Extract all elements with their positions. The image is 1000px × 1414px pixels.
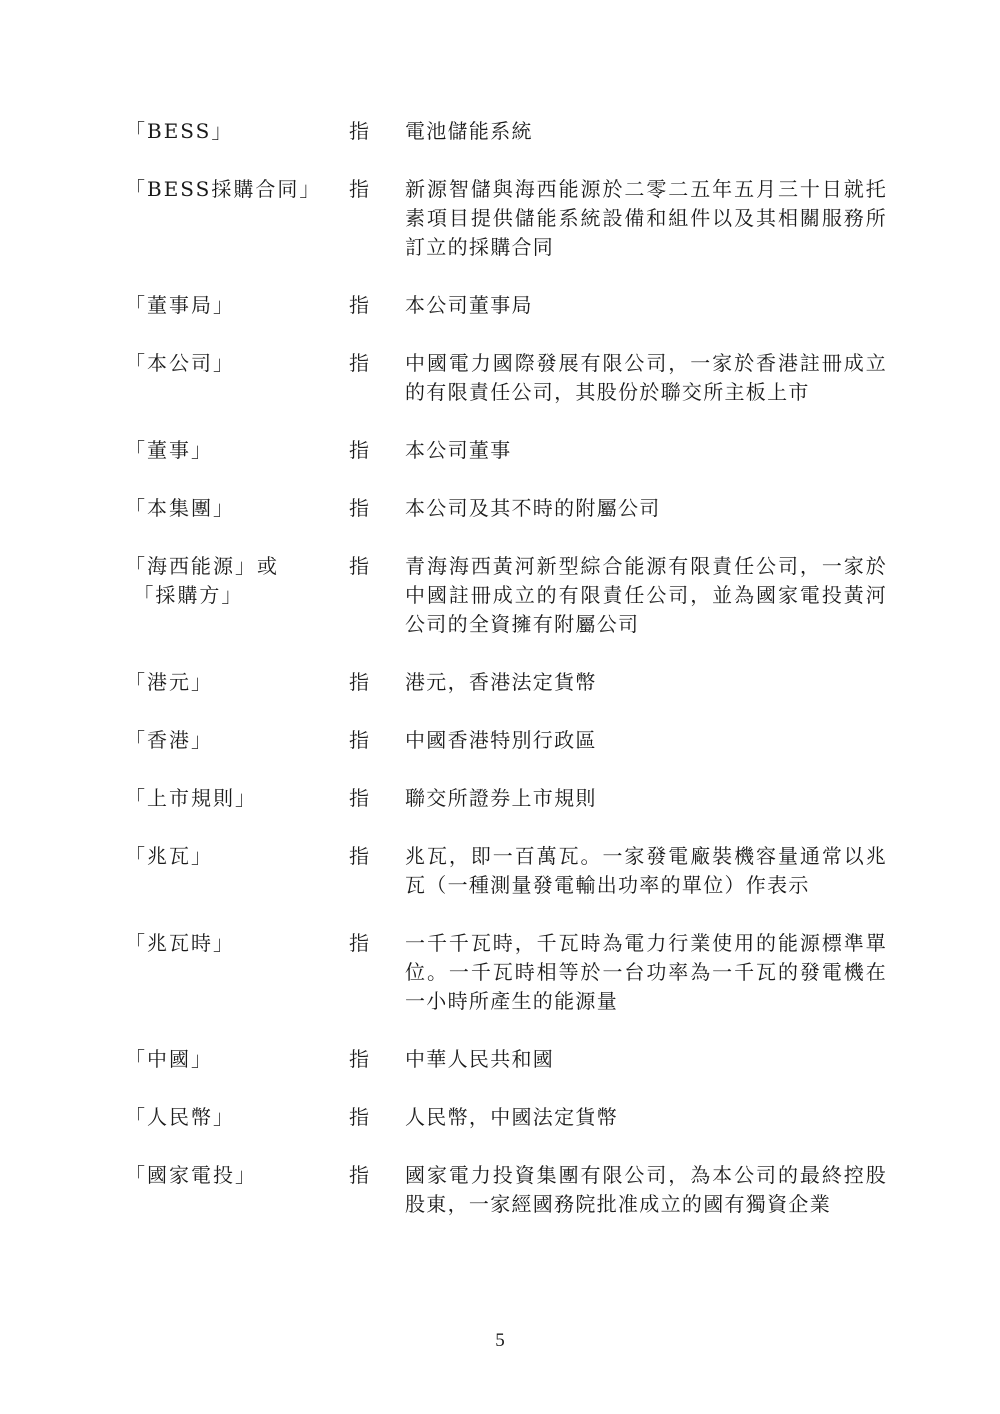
definition-term: 「董事」 xyxy=(125,438,213,462)
definition-description: 國家電力投資集團有限公司，為本公司的最終控股股東，一家經國務院批准成立的國有獨資企業 xyxy=(405,1163,887,1216)
definition-means: 指 xyxy=(349,844,369,868)
page-number: 5 xyxy=(495,1330,505,1351)
definition-term: 「BESS」 xyxy=(125,119,234,143)
definition-means: 指 xyxy=(349,177,369,201)
definition-term: 「董事局」 xyxy=(125,293,235,317)
definition-term: 「本公司」 xyxy=(125,351,235,375)
definition-means: 指 xyxy=(349,351,369,375)
definition-entry xyxy=(0,494,1000,523)
definition-means: 指 xyxy=(349,293,369,317)
definition-description: 聯交所證券上市規則 xyxy=(405,786,597,810)
definition-entry xyxy=(0,291,1000,320)
definition-means: 指 xyxy=(349,1047,369,1071)
definitions-list xyxy=(0,117,1000,1219)
definition-entry xyxy=(0,436,1000,465)
definition-means: 指 xyxy=(349,496,369,520)
definition-description: 本公司及其不時的附屬公司 xyxy=(405,496,661,520)
definition-term: 「國家電投」 xyxy=(125,1163,257,1187)
definition-means: 指 xyxy=(349,1105,369,1129)
definition-term: 「中國」 xyxy=(125,1047,213,1071)
definition-description: 人民幣，中國法定貨幣 xyxy=(405,1105,618,1129)
definition-entry xyxy=(0,175,1000,262)
definition-description: 青海海西黃河新型綜合能源有限責任公司，一家於中國註冊成立的有限責任公司，並為國家電投黃河公司的全資擁有附屬公司 xyxy=(405,554,887,636)
definition-means: 指 xyxy=(349,438,369,462)
definition-description: 本公司董事 xyxy=(405,438,512,462)
definition-description: 新源智儲與海西能源於二零二五年五月三十日就托素項目提供儲能系統設備和組件以及其相關服務所訂立的採購合同 xyxy=(405,177,887,259)
definition-description: 本公司董事局 xyxy=(405,293,533,317)
definition-means: 指 xyxy=(349,1163,369,1187)
definition-entry xyxy=(0,552,1000,639)
definition-description: 中華人民共和國 xyxy=(405,1047,555,1071)
definition-description: 中國香港特別行政區 xyxy=(405,728,597,752)
definition-entry xyxy=(0,1045,1000,1074)
definition-entry xyxy=(0,117,1000,146)
definition-description: 一千千瓦時，千瓦時為電力行業使用的能源標準單位。一千瓦時相等於一台功率為一千瓦的發電機在一小時所產生的能源量 xyxy=(405,931,887,1013)
definition-means: 指 xyxy=(349,931,369,955)
definition-means: 指 xyxy=(349,554,369,578)
definition-entry xyxy=(0,929,1000,1016)
definition-term: 「兆瓦」 xyxy=(125,844,213,868)
definition-description: 港元，香港法定貨幣 xyxy=(405,670,597,694)
definition-term: 「BESS採購合同」 xyxy=(125,177,322,201)
definition-description: 電池儲能系統 xyxy=(405,119,533,143)
definition-description: 中國電力國際發展有限公司，一家於香港註冊成立的有限責任公司，其股份於聯交所主板上市 xyxy=(405,351,887,404)
definition-entry xyxy=(0,668,1000,697)
definition-term: 「本集團」 xyxy=(125,496,235,520)
definition-term: 「上市規則」 xyxy=(125,786,257,810)
definition-term: 「兆瓦時」 xyxy=(125,931,235,955)
definition-entry xyxy=(0,349,1000,407)
definition-entry xyxy=(0,784,1000,813)
definition-means: 指 xyxy=(349,728,369,752)
definition-means: 指 xyxy=(349,786,369,810)
definition-means: 指 xyxy=(349,670,369,694)
definition-entry xyxy=(0,842,1000,900)
definition-entry xyxy=(0,726,1000,755)
definition-entry xyxy=(0,1161,1000,1219)
definition-term: 「港元」 xyxy=(125,670,213,694)
definition-means: 指 xyxy=(349,119,369,143)
definition-term: 「人民幣」 xyxy=(125,1105,235,1129)
definition-term: 「海西能源」或 「採購方」 xyxy=(125,554,279,607)
definition-term: 「香港」 xyxy=(125,728,213,752)
definition-entry xyxy=(0,1103,1000,1132)
definition-description: 兆瓦，即一百萬瓦。一家發電廠裝機容量通常以兆瓦（一種測量發電輸出功率的單位）作表示 xyxy=(405,844,887,897)
